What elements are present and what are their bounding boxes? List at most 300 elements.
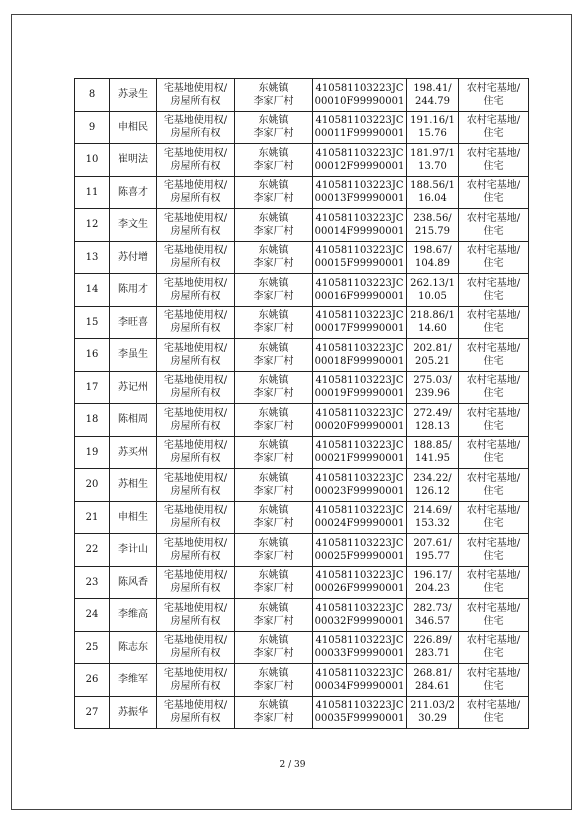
location-line: 李家厂村 (253, 128, 294, 140)
table-body (75, 79, 529, 729)
area-cell (407, 664, 459, 697)
location-line: 东姚镇 (258, 375, 289, 387)
owner-name-cell: 陈喜才 (110, 176, 157, 209)
unit-code-line: 410581103223JC (315, 602, 404, 614)
area-line: 284.61 (415, 680, 450, 692)
land-use-line: 农村宅基地/ (466, 472, 521, 484)
land-use-line: 住宅 (483, 355, 504, 367)
unit-code-line: 00010F99990001 (314, 95, 405, 107)
location-line: 东姚镇 (258, 602, 289, 614)
location-cell (235, 436, 313, 469)
right-type-line: 宅基地使用权/ (163, 342, 228, 354)
land-use-line: 农村宅基地/ (466, 375, 521, 387)
unit-code-line: 410581103223JC (315, 537, 404, 549)
unit-code-line: 410581103223JC (315, 505, 404, 517)
location-line: 东姚镇 (258, 180, 289, 192)
right-type-cell (157, 339, 235, 372)
area-cell (407, 404, 459, 437)
area-line: 215.79 (415, 225, 450, 237)
row-number-cell: 24 (75, 599, 110, 632)
owner-name-cell: 苏相生 (110, 469, 157, 502)
area-line: 30.29 (418, 713, 447, 725)
row-number-cell: 15 (75, 306, 110, 339)
table-row (75, 696, 529, 729)
row-number-cell: 25 (75, 631, 110, 664)
unit-code-line: 410581103223JC (315, 700, 404, 712)
location-line: 李家厂村 (253, 323, 294, 335)
unit-code-line: 00023F99990001 (314, 485, 405, 497)
row-number-cell: 22 (75, 534, 110, 567)
location-cell (235, 469, 313, 502)
unit-code-line: 410581103223JC (315, 440, 404, 452)
right-type-line: 宅基地使用权/ (163, 82, 228, 94)
area-cell (407, 306, 459, 339)
location-cell (235, 306, 313, 339)
land-use-cell (459, 241, 529, 274)
table-row (75, 144, 529, 177)
area-line: 126.12 (415, 485, 450, 497)
area-line: 207.61/ (413, 537, 452, 549)
land-use-line: 住宅 (483, 160, 504, 172)
right-type-line: 房屋所有权 (170, 453, 221, 465)
unit-code-line: 410581103223JC (315, 667, 404, 679)
land-use-cell (459, 79, 529, 112)
owner-name-cell: 苏录生 (110, 79, 157, 112)
land-use-line: 农村宅基地/ (466, 147, 521, 159)
unit-code-line: 410581103223JC (315, 180, 404, 192)
right-type-line: 宅基地使用权/ (163, 440, 228, 452)
table-row (75, 534, 529, 567)
unit-code-cell (313, 144, 407, 177)
right-type-line: 宅基地使用权/ (163, 180, 228, 192)
right-type-cell (157, 306, 235, 339)
area-cell (407, 209, 459, 242)
area-cell (407, 599, 459, 632)
right-type-cell (157, 176, 235, 209)
right-type-line: 宅基地使用权/ (163, 635, 228, 647)
area-cell (407, 339, 459, 372)
location-cell (235, 534, 313, 567)
land-use-line: 农村宅基地/ (466, 115, 521, 127)
land-use-line: 农村宅基地/ (466, 700, 521, 712)
right-type-line: 房屋所有权 (170, 550, 221, 562)
area-line: 188.85/ (413, 440, 452, 452)
location-line: 东姚镇 (258, 212, 289, 224)
unit-code-line: 410581103223JC (315, 277, 404, 289)
land-use-line: 农村宅基地/ (466, 277, 521, 289)
table-row (75, 436, 529, 469)
owner-name-cell: 陈风香 (110, 566, 157, 599)
unit-code-line: 00012F99990001 (314, 160, 405, 172)
location-cell (235, 696, 313, 729)
area-line: 218.86/1 (410, 310, 455, 322)
right-type-line: 房屋所有权 (170, 420, 221, 432)
land-use-cell (459, 599, 529, 632)
unit-code-cell (313, 176, 407, 209)
right-type-cell (157, 599, 235, 632)
land-use-line: 农村宅基地/ (466, 245, 521, 257)
location-line: 李家厂村 (253, 713, 294, 725)
right-type-cell (157, 79, 235, 112)
location-line: 东姚镇 (258, 310, 289, 322)
owner-name-cell: 苏记州 (110, 371, 157, 404)
table-row (75, 664, 529, 697)
land-use-line: 住宅 (483, 648, 504, 660)
right-type-line: 宅基地使用权/ (163, 277, 228, 289)
land-use-cell (459, 111, 529, 144)
row-number-cell: 13 (75, 241, 110, 274)
owner-name-cell: 陈志东 (110, 631, 157, 664)
unit-code-cell (313, 599, 407, 632)
table-row (75, 79, 529, 112)
right-type-line: 房屋所有权 (170, 193, 221, 205)
location-line: 李家厂村 (253, 95, 294, 107)
right-type-cell (157, 274, 235, 307)
land-use-cell (459, 436, 529, 469)
right-type-line: 宅基地使用权/ (163, 700, 228, 712)
row-number-cell: 17 (75, 371, 110, 404)
unit-code-line: 00024F99990001 (314, 518, 405, 530)
row-number-cell: 23 (75, 566, 110, 599)
right-type-line: 房屋所有权 (170, 160, 221, 172)
land-use-line: 住宅 (483, 323, 504, 335)
location-cell (235, 111, 313, 144)
land-use-cell (459, 176, 529, 209)
row-number-cell: 18 (75, 404, 110, 437)
right-type-line: 房屋所有权 (170, 290, 221, 302)
right-type-cell (157, 534, 235, 567)
land-use-cell (459, 566, 529, 599)
location-line: 李家厂村 (253, 485, 294, 497)
right-type-cell (157, 209, 235, 242)
area-line: 283.71 (415, 648, 450, 660)
unit-code-line: 410581103223JC (315, 245, 404, 257)
land-use-line: 住宅 (483, 193, 504, 205)
area-line: 268.81/ (413, 667, 452, 679)
land-use-cell (459, 404, 529, 437)
location-line: 李家厂村 (253, 193, 294, 205)
row-number-cell: 12 (75, 209, 110, 242)
location-cell (235, 371, 313, 404)
row-number-cell: 14 (75, 274, 110, 307)
land-use-line: 农村宅基地/ (466, 180, 521, 192)
land-use-line: 住宅 (483, 550, 504, 562)
area-cell (407, 274, 459, 307)
area-cell (407, 144, 459, 177)
unit-code-cell (313, 664, 407, 697)
unit-code-cell (313, 566, 407, 599)
location-cell (235, 209, 313, 242)
location-cell (235, 241, 313, 274)
land-use-cell (459, 631, 529, 664)
land-use-line: 农村宅基地/ (466, 440, 521, 452)
row-number-cell: 21 (75, 501, 110, 534)
area-cell (407, 696, 459, 729)
owner-name-cell: 李维军 (110, 664, 157, 697)
area-cell (407, 241, 459, 274)
area-line: 234.22/ (413, 472, 452, 484)
table-row (75, 274, 529, 307)
location-cell (235, 144, 313, 177)
row-number-cell: 27 (75, 696, 110, 729)
land-use-line: 住宅 (483, 680, 504, 692)
location-cell (235, 339, 313, 372)
area-line: 15.76 (418, 128, 447, 140)
area-line: 346.57 (415, 615, 450, 627)
location-line: 李家厂村 (253, 518, 294, 530)
row-number-cell: 20 (75, 469, 110, 502)
land-use-line: 住宅 (483, 388, 504, 400)
location-line: 李家厂村 (253, 420, 294, 432)
location-line: 李家厂村 (253, 615, 294, 627)
area-cell (407, 436, 459, 469)
area-cell (407, 501, 459, 534)
right-type-line: 房屋所有权 (170, 355, 221, 367)
unit-code-cell (313, 274, 407, 307)
right-type-line: 房屋所有权 (170, 583, 221, 595)
table-row (75, 176, 529, 209)
location-line: 李家厂村 (253, 680, 294, 692)
location-cell (235, 176, 313, 209)
unit-code-line: 410581103223JC (315, 570, 404, 582)
land-use-cell (459, 339, 529, 372)
location-line: 东姚镇 (258, 667, 289, 679)
area-line: 214.69/ (413, 505, 452, 517)
owner-name-cell: 申相民 (110, 111, 157, 144)
location-line: 东姚镇 (258, 440, 289, 452)
right-type-cell (157, 241, 235, 274)
unit-code-line: 410581103223JC (315, 472, 404, 484)
right-type-line: 宅基地使用权/ (163, 602, 228, 614)
land-use-line: 农村宅基地/ (466, 342, 521, 354)
area-line: 153.32 (415, 518, 450, 530)
area-line: 191.16/1 (410, 115, 455, 127)
land-use-cell (459, 371, 529, 404)
unit-code-line: 00020F99990001 (314, 420, 405, 432)
area-line: 262.13/1 (410, 277, 455, 289)
location-cell (235, 404, 313, 437)
area-line: 238.56/ (413, 212, 452, 224)
owner-name-cell: 陈用才 (110, 274, 157, 307)
table-row (75, 404, 529, 437)
area-line: 128.13 (415, 420, 450, 432)
land-use-line: 住宅 (483, 225, 504, 237)
unit-code-cell (313, 306, 407, 339)
land-use-cell (459, 306, 529, 339)
location-line: 李家厂村 (253, 258, 294, 270)
area-line: 239.96 (415, 388, 450, 400)
location-line: 李家厂村 (253, 290, 294, 302)
location-line: 东姚镇 (258, 635, 289, 647)
row-number-cell: 16 (75, 339, 110, 372)
land-use-line: 住宅 (483, 583, 504, 595)
area-cell (407, 469, 459, 502)
owner-name-cell: 陈相周 (110, 404, 157, 437)
unit-code-line: 00016F99990001 (314, 290, 405, 302)
table-row (75, 371, 529, 404)
area-line: 104.89 (415, 258, 450, 270)
location-line: 李家厂村 (253, 388, 294, 400)
right-type-line: 宅基地使用权/ (163, 667, 228, 679)
right-type-line: 房屋所有权 (170, 680, 221, 692)
owner-name-cell: 苏买州 (110, 436, 157, 469)
location-line: 李家厂村 (253, 160, 294, 172)
right-type-line: 宅基地使用权/ (163, 310, 228, 322)
unit-code-line: 00015F99990001 (314, 258, 405, 270)
unit-code-cell (313, 79, 407, 112)
unit-code-cell (313, 371, 407, 404)
unit-code-line: 00014F99990001 (314, 225, 405, 237)
land-use-line: 农村宅基地/ (466, 635, 521, 647)
area-line: 141.95 (415, 453, 450, 465)
right-type-cell (157, 631, 235, 664)
location-cell (235, 566, 313, 599)
area-line: 244.79 (415, 95, 450, 107)
right-type-cell (157, 696, 235, 729)
land-use-line: 住宅 (483, 420, 504, 432)
unit-code-line: 410581103223JC (315, 212, 404, 224)
area-cell (407, 534, 459, 567)
table-row (75, 209, 529, 242)
area-line: 198.67/ (413, 245, 452, 257)
area-line: 188.56/1 (410, 180, 455, 192)
unit-code-line: 00018F99990001 (314, 355, 405, 367)
area-line: 204.23 (415, 583, 450, 595)
owner-name-cell: 李虽生 (110, 339, 157, 372)
owner-name-cell: 李维高 (110, 599, 157, 632)
land-use-line: 农村宅基地/ (466, 82, 521, 94)
table-row (75, 111, 529, 144)
table-row (75, 501, 529, 534)
row-number-cell: 10 (75, 144, 110, 177)
table-row (75, 339, 529, 372)
location-line: 东姚镇 (258, 472, 289, 484)
right-type-line: 房屋所有权 (170, 128, 221, 140)
area-line: 205.21 (415, 355, 450, 367)
right-type-line: 宅基地使用权/ (163, 375, 228, 387)
location-cell (235, 631, 313, 664)
land-use-line: 农村宅基地/ (466, 602, 521, 614)
area-cell (407, 79, 459, 112)
unit-code-line: 00026F99990001 (314, 583, 405, 595)
table-row (75, 566, 529, 599)
land-use-cell (459, 501, 529, 534)
unit-code-cell (313, 469, 407, 502)
area-line: 196.17/ (413, 570, 452, 582)
unit-code-line: 410581103223JC (315, 635, 404, 647)
land-use-line: 住宅 (483, 518, 504, 530)
area-line: 211.03/2 (410, 700, 455, 712)
right-type-line: 宅基地使用权/ (163, 212, 228, 224)
location-line: 东姚镇 (258, 147, 289, 159)
area-cell (407, 631, 459, 664)
owner-name-cell: 李旺喜 (110, 306, 157, 339)
right-type-line: 宅基地使用权/ (163, 570, 228, 582)
area-cell (407, 111, 459, 144)
table-row (75, 599, 529, 632)
area-line: 275.03/ (413, 375, 452, 387)
area-line: 226.89/ (413, 635, 452, 647)
location-cell (235, 79, 313, 112)
area-line: 198.41/ (413, 82, 452, 94)
right-type-cell (157, 371, 235, 404)
unit-code-line: 00017F99990001 (314, 323, 405, 335)
location-line: 李家厂村 (253, 355, 294, 367)
location-line: 李家厂村 (253, 453, 294, 465)
location-line: 东姚镇 (258, 277, 289, 289)
right-type-line: 宅基地使用权/ (163, 537, 228, 549)
table-row (75, 469, 529, 502)
unit-code-line: 00013F99990001 (314, 193, 405, 205)
land-use-line: 住宅 (483, 615, 504, 627)
owner-name-cell: 崔明法 (110, 144, 157, 177)
area-line: 14.60 (418, 323, 447, 335)
land-use-cell (459, 469, 529, 502)
unit-code-line: 410581103223JC (315, 342, 404, 354)
right-type-line: 宅基地使用权/ (163, 407, 228, 419)
land-use-line: 农村宅基地/ (466, 667, 521, 679)
area-line: 272.49/ (413, 407, 452, 419)
right-type-line: 房屋所有权 (170, 388, 221, 400)
location-cell (235, 501, 313, 534)
unit-code-line: 00033F99990001 (314, 648, 405, 660)
land-use-line: 住宅 (483, 485, 504, 497)
unit-code-cell (313, 696, 407, 729)
land-use-line: 农村宅基地/ (466, 537, 521, 549)
right-type-cell (157, 664, 235, 697)
right-type-line: 房屋所有权 (170, 225, 221, 237)
land-use-line: 住宅 (483, 453, 504, 465)
right-type-cell (157, 469, 235, 502)
right-type-line: 宅基地使用权/ (163, 115, 228, 127)
unit-code-cell (313, 534, 407, 567)
area-cell (407, 176, 459, 209)
row-number-cell: 19 (75, 436, 110, 469)
right-type-line: 房屋所有权 (170, 648, 221, 660)
unit-code-line: 00032F99990001 (314, 615, 405, 627)
owner-name-cell: 申相生 (110, 501, 157, 534)
location-cell (235, 664, 313, 697)
land-use-line: 农村宅基地/ (466, 570, 521, 582)
right-type-line: 房屋所有权 (170, 95, 221, 107)
right-type-line: 房屋所有权 (170, 713, 221, 725)
unit-code-line: 00034F99990001 (314, 680, 405, 692)
area-line: 181.97/1 (410, 147, 455, 159)
land-use-cell (459, 144, 529, 177)
right-type-cell (157, 144, 235, 177)
location-line: 李家厂村 (253, 550, 294, 562)
area-line: 13.70 (418, 160, 447, 172)
owner-name-cell: 苏付增 (110, 241, 157, 274)
location-line: 东姚镇 (258, 505, 289, 517)
row-number-cell: 26 (75, 664, 110, 697)
location-line: 李家厂村 (253, 225, 294, 237)
page-number: 2 / 39 (279, 760, 306, 770)
land-use-line: 住宅 (483, 713, 504, 725)
unit-code-line: 410581103223JC (315, 147, 404, 159)
unit-code-cell (313, 241, 407, 274)
land-use-line: 住宅 (483, 290, 504, 302)
area-cell (407, 566, 459, 599)
location-line: 李家厂村 (253, 648, 294, 660)
location-line: 东姚镇 (258, 82, 289, 94)
owner-name-cell: 李计山 (110, 534, 157, 567)
row-number-cell: 9 (75, 111, 110, 144)
unit-code-line: 410581103223JC (315, 310, 404, 322)
right-type-line: 房屋所有权 (170, 258, 221, 270)
land-use-line: 住宅 (483, 258, 504, 270)
table-row (75, 306, 529, 339)
